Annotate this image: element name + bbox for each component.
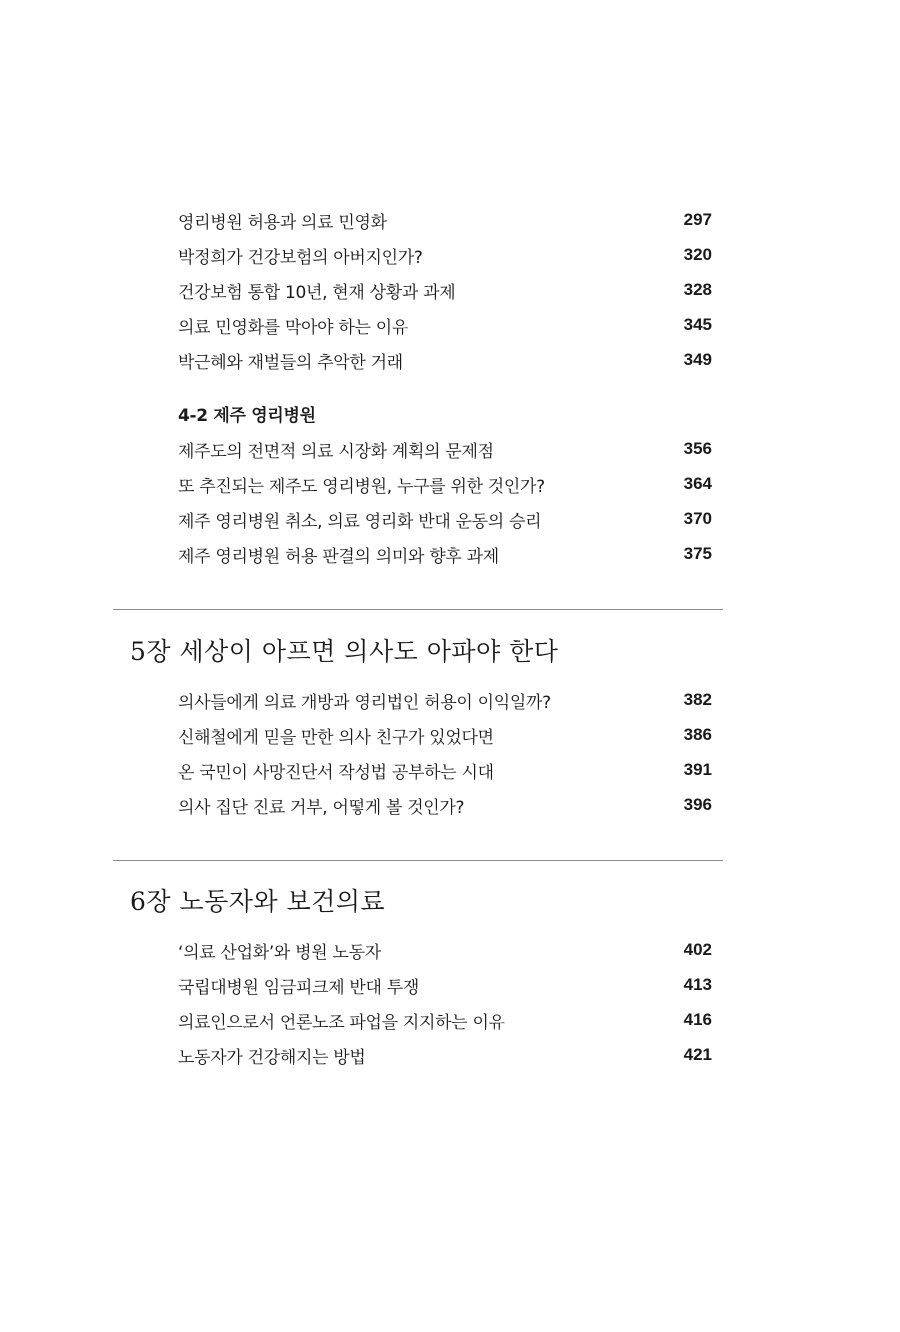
toc-entry[interactable] (178, 205, 712, 235)
toc-entry[interactable] (178, 720, 712, 750)
toc-entry-title: 제주 영리병원 취소, 의료 영리화 반대 운동의 승리 (178, 511, 542, 532)
toc-entry-title: 영리병원 허용과 의료 민영화 (178, 212, 387, 233)
toc-entry[interactable] (178, 935, 712, 965)
toc-entry[interactable] (178, 970, 712, 1000)
toc-entry-title: 박정희가 건강보험의 아버지인가? (178, 247, 423, 268)
toc-entry-page: 396 (683, 795, 712, 814)
toc-entry[interactable] (178, 275, 712, 305)
toc-entry-page: 345 (683, 315, 712, 334)
toc-entry[interactable] (178, 1005, 712, 1035)
toc-entry[interactable] (178, 345, 712, 375)
toc-entry-title: 의료 민영화를 막아야 하는 이유 (178, 317, 409, 338)
toc-entry[interactable] (178, 790, 712, 820)
toc-entry-page: 375 (683, 544, 712, 563)
subsection-heading: 4-2 제주 영리병원 (178, 405, 316, 426)
toc-entry-title: 노동자가 건강해지는 방법 (178, 1047, 366, 1068)
toc-entry[interactable] (178, 240, 712, 270)
section-divider (113, 860, 723, 861)
toc-entry[interactable] (178, 434, 712, 464)
toc-entry-title: 박근혜와 재벌들의 추악한 거래 (178, 352, 403, 373)
chapter-heading: 5장 세상이 아프면 의사도 아파야 한다 (130, 637, 559, 666)
toc-entry-title: 온 국민이 사망진단서 작성법 공부하는 시대 (178, 762, 494, 783)
toc-entry[interactable] (178, 469, 712, 499)
toc-entry-title: 건강보험 통합 10년, 현재 상황과 과제 (178, 282, 456, 303)
toc-entry[interactable] (178, 1040, 712, 1070)
toc-entry-page: 386 (683, 725, 712, 744)
toc-entry-page: 416 (683, 1010, 712, 1029)
toc-entry-page: 328 (683, 280, 712, 299)
toc-entry-title: ‘의료 산업화’와 병원 노동자 (178, 942, 381, 963)
toc-entry[interactable] (178, 504, 712, 534)
toc-entry-title: 의사 집단 진료 거부, 어떻게 볼 것인가? (178, 797, 465, 818)
toc-entry-title: 제주도의 전면적 의료 시장화 계획의 문제점 (178, 441, 494, 462)
section-divider (113, 609, 723, 610)
chapter-heading: 6장 노동자와 보건의료 (130, 887, 386, 916)
toc-entry[interactable] (178, 310, 712, 340)
toc-entry-title: 의사들에게 의료 개방과 영리법인 허용이 이익일까? (178, 692, 551, 713)
toc-entry[interactable] (178, 685, 712, 715)
toc-entry-page: 402 (683, 940, 712, 959)
toc-entry-page: 320 (683, 245, 712, 264)
toc-entry-page: 364 (683, 474, 712, 493)
toc-entry-title: 신해철에게 믿을 만한 의사 친구가 있었다면 (178, 727, 494, 748)
toc-entry-title: 국립대병원 임금피크제 반대 투쟁 (178, 977, 420, 998)
toc-entry-title: 제주 영리병원 허용 판결의 의미와 향후 과제 (178, 546, 499, 567)
toc-entry-page: 391 (683, 760, 712, 779)
toc-entry-page: 297 (683, 210, 712, 229)
toc-entry-title: 의료인으로서 언론노조 파업을 지지하는 이유 (178, 1012, 505, 1033)
toc-entry[interactable] (178, 539, 712, 569)
toc-entry-page: 370 (683, 509, 712, 528)
toc-entry[interactable] (178, 755, 712, 785)
toc-entry-page: 413 (683, 975, 712, 994)
toc-entry-page: 356 (683, 439, 712, 458)
toc-entry-title: 또 추진되는 제주도 영리병원, 누구를 위한 것인가? (178, 476, 545, 497)
toc-entry-page: 421 (683, 1045, 712, 1064)
toc-entry-page: 349 (683, 350, 712, 369)
toc-entry-page: 382 (683, 690, 712, 709)
